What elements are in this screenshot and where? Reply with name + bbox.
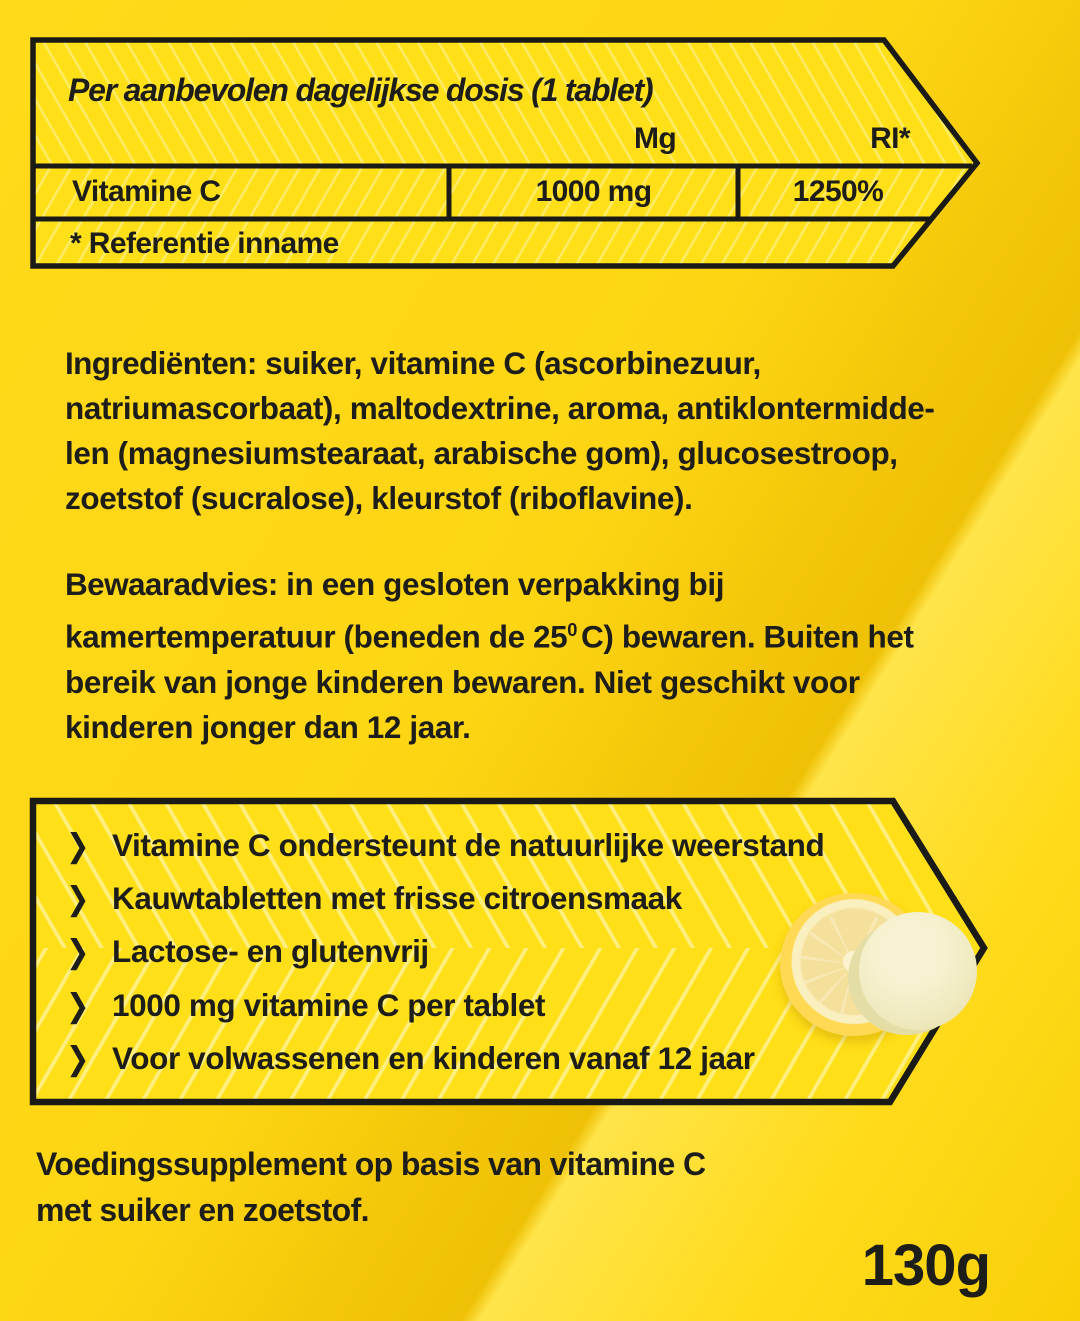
dose-table-title: Per aanbevolen dagelijkse dosis (1 tablet) <box>68 72 653 108</box>
benefit-item: ❯ Vitamine C ondersteunt de natuurlijke weerstand <box>66 827 825 864</box>
ingredients-paragraph <box>65 341 990 521</box>
table-cell-ri: 1250% <box>792 175 884 208</box>
description-line: met suiker en zoetstof. <box>36 1192 369 1228</box>
storage-line: Bewaaradvies: in een gesloten verpakking bij <box>65 566 725 602</box>
supplement-description <box>36 1141 836 1233</box>
storage-label: Bewaaradvies: <box>65 566 278 602</box>
superscript-zero: 0 <box>567 619 578 640</box>
chevron-bullet-icon: ❯ <box>66 934 90 970</box>
ingredients-line: natriumascorbaat), maltodextrine, aroma, antiklontermidde- <box>65 390 935 426</box>
storage-line: kinderen jonger dan 12 jaar. <box>65 708 471 745</box>
chevron-bullet-icon: ❯ <box>66 827 90 864</box>
description-line: Voedingssupplement op basis van vitamine C <box>36 1146 706 1182</box>
chevron-bullet-icon: ❯ <box>66 987 90 1023</box>
storage-line: kamertemperatuur (beneden de $25^0$ C) bewaren. Buiten het <box>65 618 914 655</box>
net-weight: 130g <box>861 1233 990 1298</box>
storage-advice-paragraph <box>65 562 990 750</box>
reference-intake-footnote: * Referentie inname <box>70 227 339 260</box>
benefits-list <box>66 819 866 1085</box>
benefit-item: ❯ Kauwtabletten met frisse citroensmaak <box>66 880 682 917</box>
storage-line: bereik van jonge kinderen bewaren. Niet geschikt voor <box>65 663 860 700</box>
column-header-ri: RI* <box>870 122 910 155</box>
chevron-bullet-icon: ❯ <box>66 880 90 917</box>
table-cell-amount: 1000 mg <box>535 175 652 208</box>
tablet-image <box>859 912 977 1030</box>
chevron-bullet-icon: ❯ <box>66 1040 90 1077</box>
ingredients-line: len (magnesiumstearaat, arabische gom), glucosestroop, <box>65 435 898 471</box>
benefit-item: ❯ Voor volwassenen en kinderen vanaf 12 jaar <box>66 1039 755 1077</box>
table-cell-nutrient: Vitamine C <box>72 175 221 208</box>
ingredients-line: Ingrediënten: suiker, vitamine C (ascorbinezuur, <box>65 345 761 381</box>
benefit-item: ❯ 1000 mg vitamine C per tablet <box>66 986 546 1023</box>
column-header-mg: Mg <box>633 122 677 155</box>
ingredients-line: zoetstof (sucralose), kleurstof (riboflavine). <box>65 480 693 516</box>
ingredients-label: Ingrediënten: <box>65 345 257 381</box>
benefit-item: ❯ Lactose- en glutenvrij <box>66 933 429 970</box>
